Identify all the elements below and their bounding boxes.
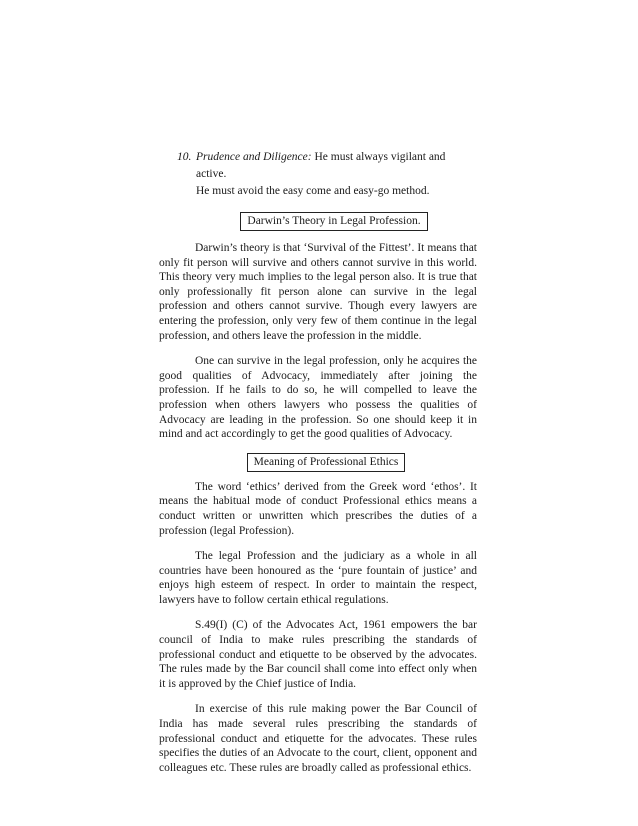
paragraph: Darwin’s theory is that ‘Survival of the Fittest’. It means that only fit person will survive and others cannot survive in this world. This theory very much implies to the legal person also. It is true that only professionally fit person alone can survive in the legal profession and others cannot survive. Though every lawyers are entering the profession, only very few of them continue in the legal profession, and others leave the profession in the middle.	[159, 242, 477, 342]
item-text-line2: He must avoid the easy come and easy-go method.	[196, 185, 430, 197]
paragraph: In exercise of this rule making power the Bar Council of India has made several rules prescribing the standards of professional conduct and etiquette for the advocates. These rules specifies the duties of an Advocate to the court, client, opponent and colleagues etc. These rules are broadly called as professional ethics.	[159, 703, 477, 774]
section-heading-ethics: Meaning of Professional Ethics	[247, 453, 406, 472]
paragraph: The word ‘ethics’ derived from the Greek word ‘ethos’. It means the habitual mode of conduct Professional ethics means a conduct written or unwritten which prescribes the duties of a profession (legal Profession).	[159, 480, 477, 537]
item-number: 10.	[177, 151, 192, 163]
paragraph: S.49(I) (C) of the Advocates Act, 1961 empowers the bar council of India to make rules prescribing the standards of professional conduct and etiquette to be observed by the advocates. The rules made by the Bar council shall come into effect only when it is approved by the Chief justice of India.	[159, 619, 477, 690]
list-item-10	[159, 149, 477, 200]
paragraph: One can survive in the legal profession, only he acquires the good qualities of Advocacy, immediately after joining the profession. If he fails to do so, he will compelled to leave the profession when others lawyers who possess the qualities of Advocacy are leading in the profession. So one should keep it in mind and act accordingly to get the good qualities of Advocacy.	[159, 355, 477, 441]
page-content	[159, 149, 477, 786]
item-text-line1: He must always vigilant and active.	[196, 151, 446, 180]
section-heading-darwin: Darwin’s Theory in Legal Profession.	[240, 212, 427, 231]
item-title: Prudence and Diligence:	[196, 151, 312, 163]
paragraph: The legal Profession and the judiciary as a whole in all countries have been honoured as the ‘pure fountain of justice’ and enjoys high esteem of respect. In order to maintain the respect, lawyers have to follow certain ethical regulations.	[159, 550, 477, 606]
